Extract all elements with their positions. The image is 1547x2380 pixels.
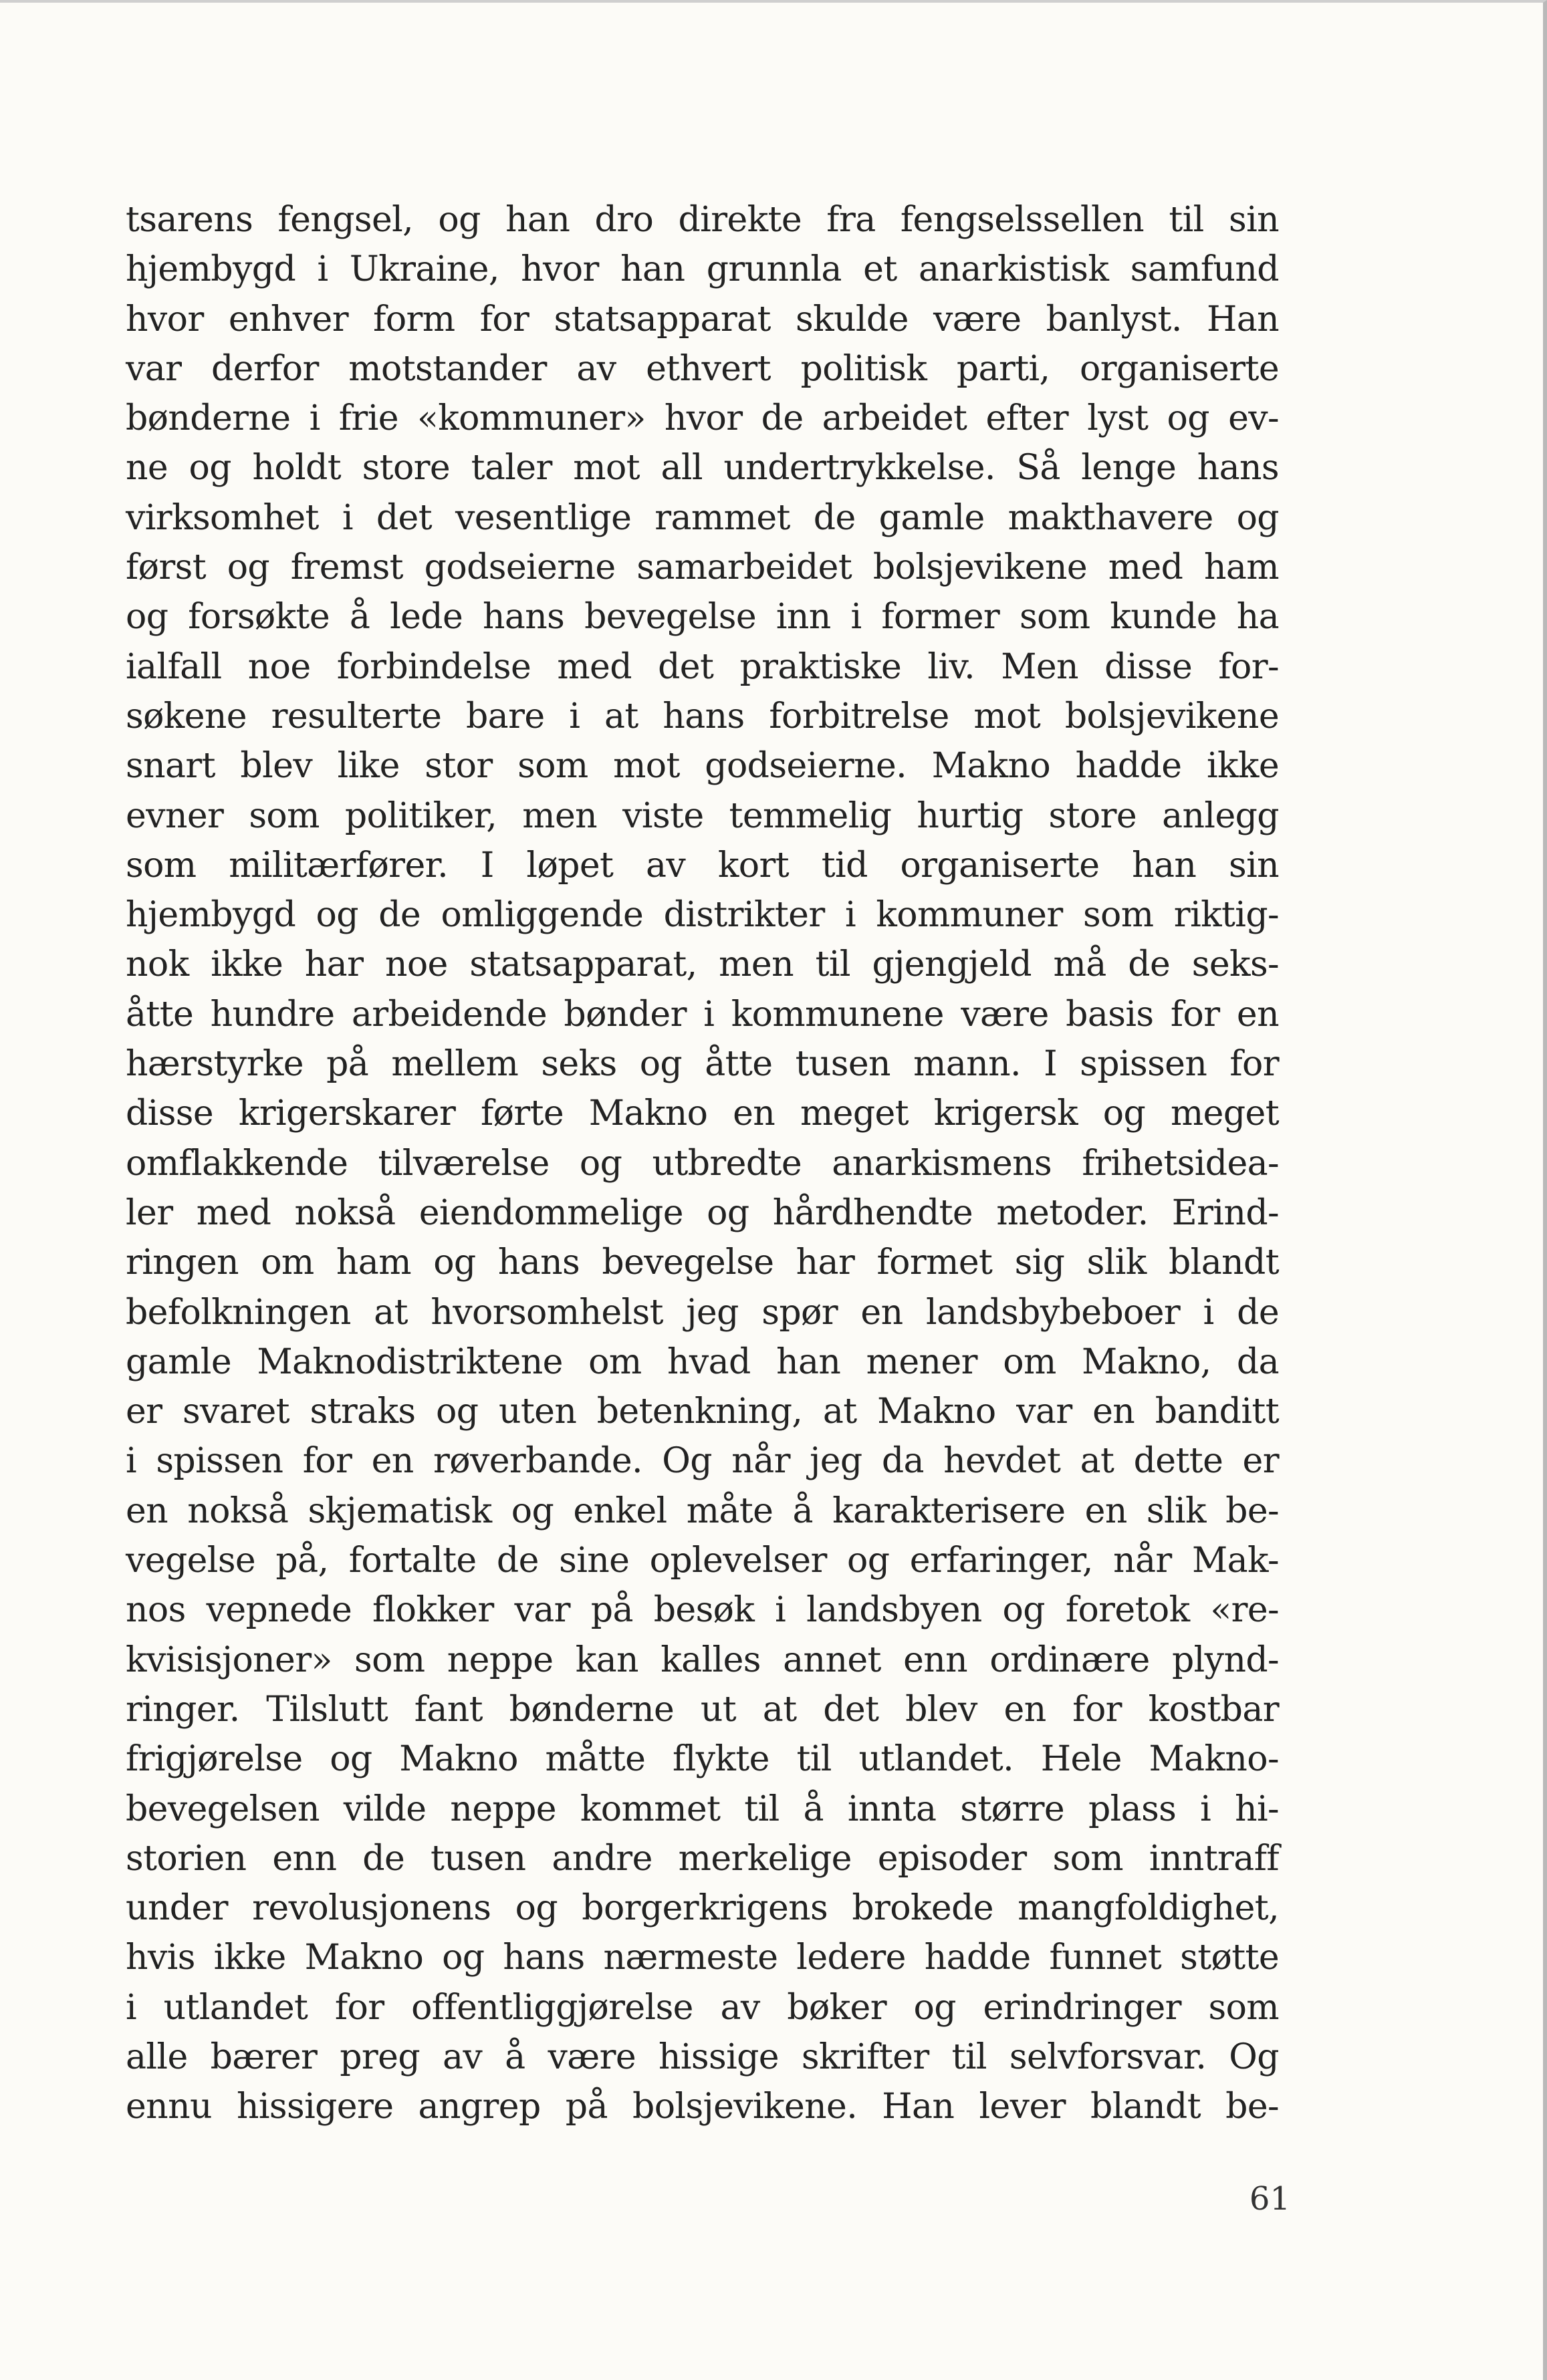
text-line: disse krigerskarer førte Makno en meget krigersk og meget <box>126 1093 1279 1134</box>
text-line: nos vepnede flokker var på besøk i landsbyen og foretok «re- <box>126 1590 1279 1631</box>
text-line: kvisisjoner» som neppe kan kalles annet enn ordinære plynd- <box>126 1639 1279 1680</box>
text-line: nok ikke har noe statsapparat, men til gjengjeld må de seks- <box>126 944 1279 985</box>
text-line: alle bærer preg av å være hissige skrifter til selvforsvar. Og <box>126 2036 1279 2077</box>
text-line: snart blev like stor som mot godseierne. Makno hadde ikke <box>126 746 1279 787</box>
text-line: bønderne i frie «kommuner» hvor de arbeidet efter lyst og ev- <box>126 398 1279 439</box>
text-line: er svaret straks og uten betenkning, at Makno var en banditt <box>126 1392 1279 1432</box>
text-line: i utlandet for offentliggjørelse av bøker og erindringer som <box>126 1987 1279 2028</box>
text-line: under revolusjonens og borgerkrigens brokede mangfoldighet, <box>126 1888 1279 1929</box>
text-line: først og fremst godseierne samarbeidet bolsjevikene med ham <box>126 547 1279 588</box>
text-line: ialfall noe forbindelse med det praktiske liv. Men disse for- <box>126 646 1279 687</box>
text-line: evner som politiker, men viste temmelig hurtig store anlegg <box>126 795 1279 836</box>
text-line: virksomhet i det vesentlige rammet de gamle makthavere og <box>126 497 1279 538</box>
text-line: hvor enhver form for statsapparat skulde være banlyst. Han <box>126 299 1279 340</box>
text-line: omflakkende tilværelse og utbredte anarkismens frihetsidea- <box>126 1143 1279 1184</box>
body-text <box>126 195 1279 2132</box>
text-line: gamle Maknodistriktene om hvad han mener om Makno, da <box>126 1341 1279 1382</box>
text-line: ennu hissigere angrep på bolsjevikene. Han lever blandt be- <box>126 2087 1279 2127</box>
text-line: hvis ikke Makno og hans nærmeste ledere hadde funnet støtte <box>126 1938 1279 1978</box>
text-line: hjembygd i Ukraine, hvor han grunnla et anarkistisk samfund <box>126 249 1279 290</box>
text-line: hærstyrke på mellem seks og åtte tusen mann. I spissen for <box>126 1044 1279 1085</box>
text-line: frigjørelse og Makno måtte flykte til utlandet. Hele Makno- <box>126 1739 1279 1780</box>
text-line: søkene resulterte bare i at hans forbitrelse mot bolsjevikene <box>126 696 1279 737</box>
page-number: 61 <box>1249 2180 1290 2218</box>
text-line: hjembygd og de omliggende distrikter i kommuner som riktig- <box>126 895 1279 936</box>
text-line: vegelse på, fortalte de sine oplevelser og erfaringer, når Mak- <box>126 1541 1279 1581</box>
text-line: åtte hundre arbeidende bønder i kommunene være basis for en <box>126 994 1279 1035</box>
text-line: ringer. Tilslutt fant bønderne ut at det blev en for kostbar <box>126 1689 1279 1730</box>
text-line: ne og holdt store taler mot all undertrykkelse. Så lenge hans <box>126 448 1279 489</box>
text-line: som militærfører. I løpet av kort tid organiserte han sin <box>126 845 1279 886</box>
text-line: tsarens fengsel, og han dro direkte fra fengselssellen til sin <box>126 200 1279 240</box>
text-line: storien enn de tusen andre merkelige episoder som inntraff <box>126 1838 1279 1879</box>
text-line: bevegelsen vilde neppe kommet til å innta større plass i hi- <box>126 1789 1279 1829</box>
text-line: i spissen for en røverbande. Og når jeg da hevdet at dette er <box>126 1441 1279 1482</box>
text-line: en nokså skjematisk og enkel måte å karakterisere en slik be- <box>126 1490 1279 1531</box>
text-line: og forsøkte å lede hans bevegelse inn i former som kunde ha <box>126 597 1279 638</box>
text-line: ler med nokså eiendommelige og hårdhendte metoder. Erind- <box>126 1192 1279 1233</box>
text-line: var derfor motstander av ethvert politisk parti, organiserte <box>126 348 1279 389</box>
text-line: ringen om ham og hans bevegelse har formet sig slik blandt <box>126 1242 1279 1283</box>
text-line: befolkningen at hvorsomhelst jeg spør en landsbybeboer i de <box>126 1292 1279 1333</box>
